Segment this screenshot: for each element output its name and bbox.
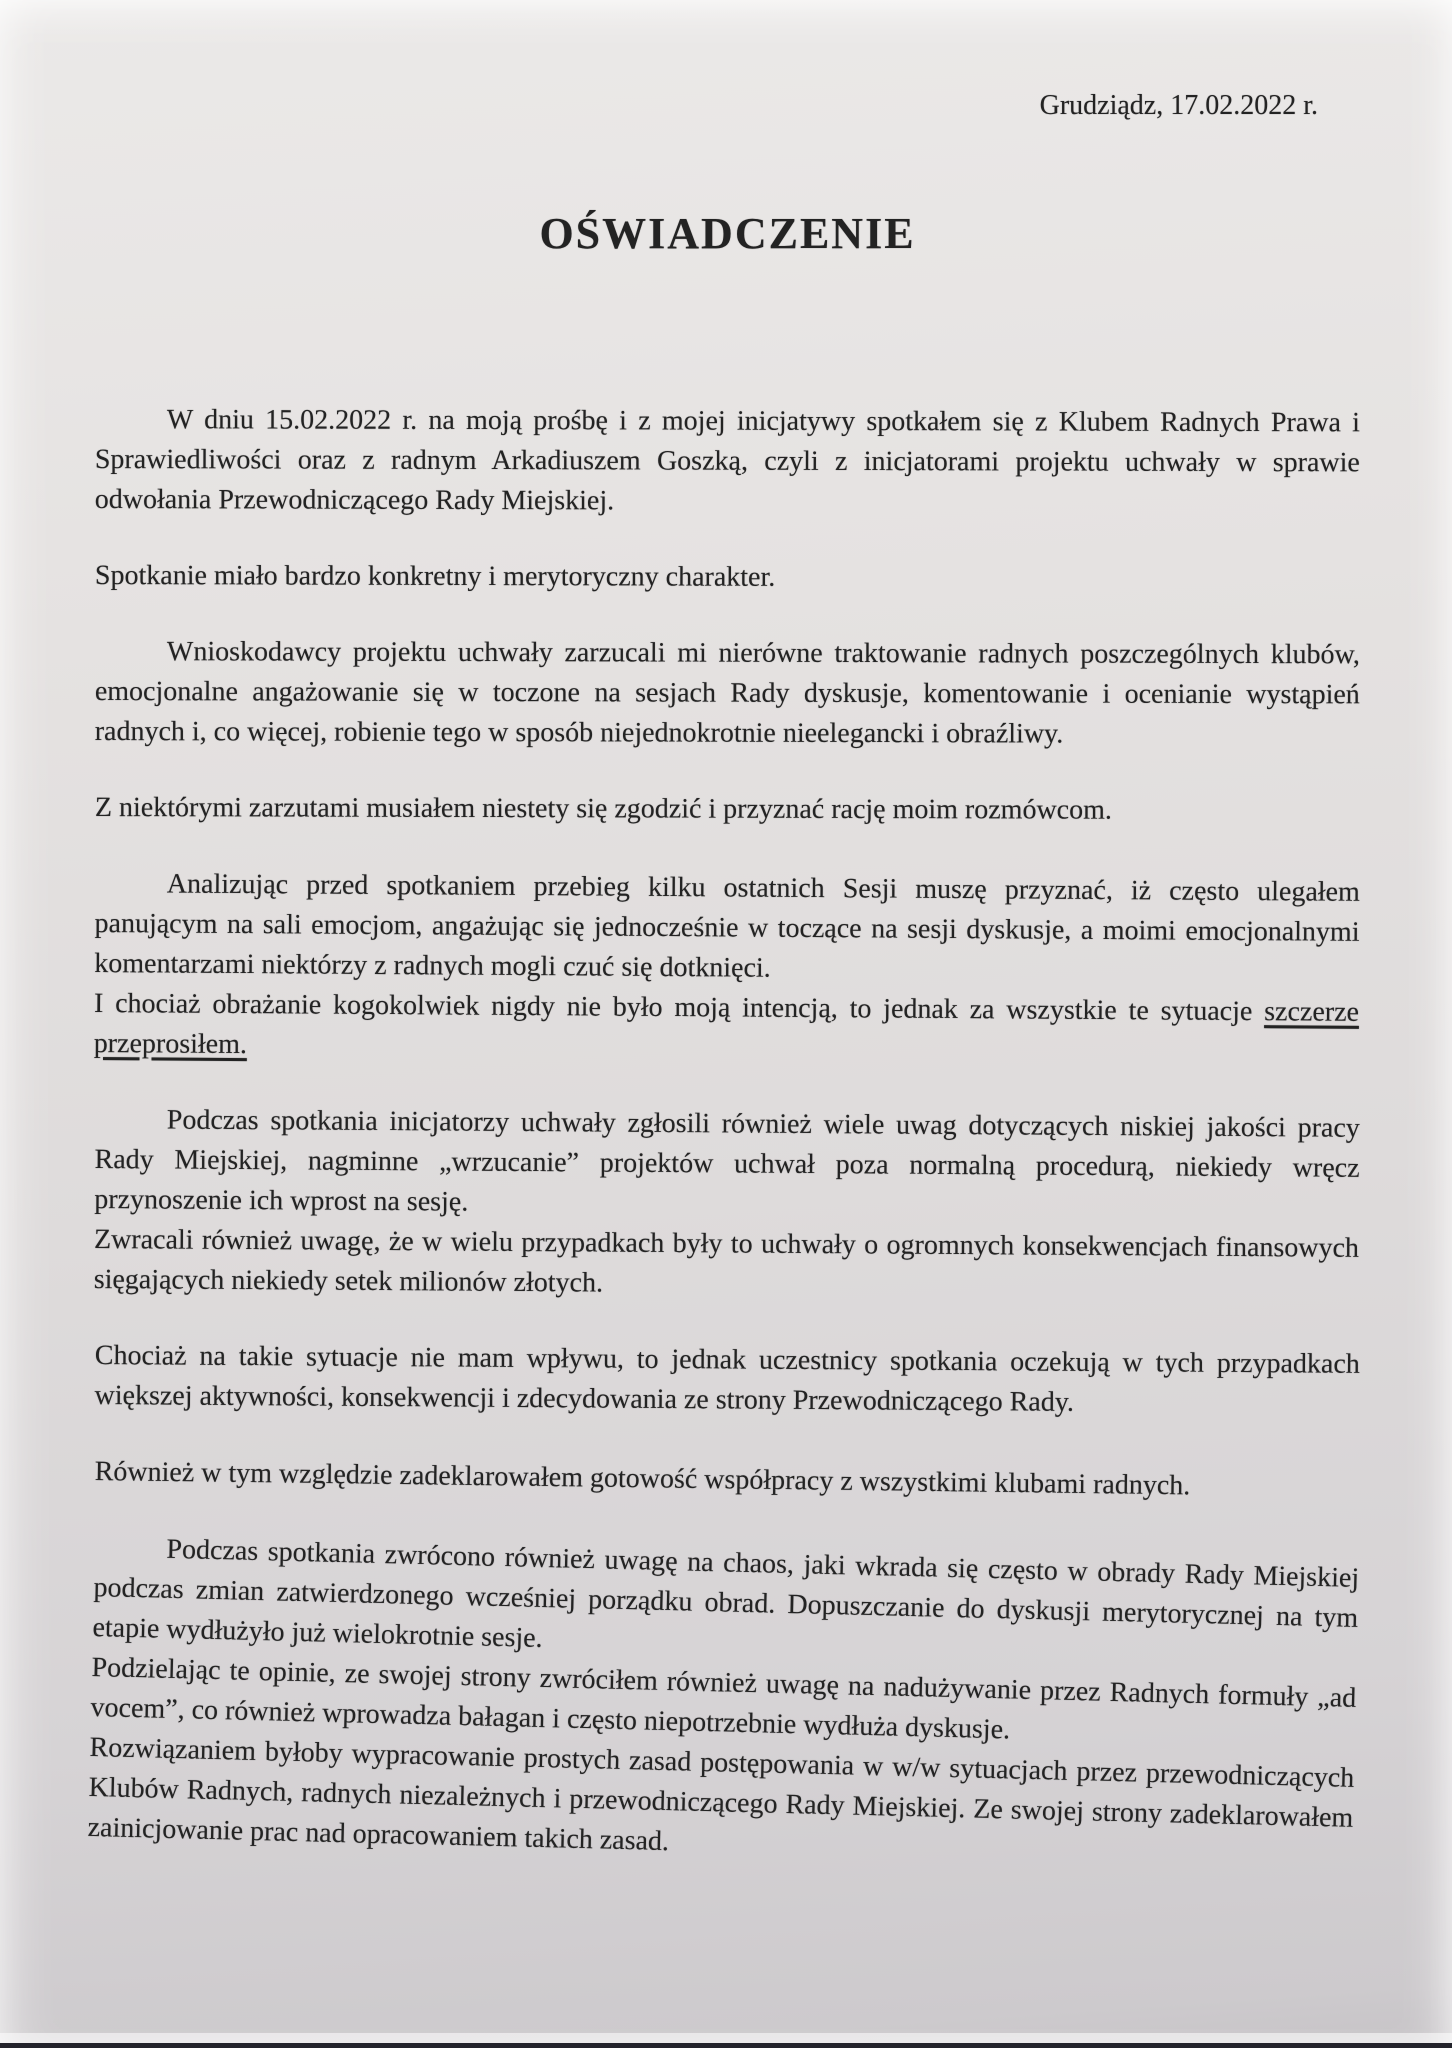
paragraph-solution: Rozwiązaniem byłoby wypracowanie prostych zasad postępowania w w/w sytuacjach przez przewodniczących Klubów Radnych, radnych niezależnych i przewodniczącego Rady Miejskiej. Ze swojej strony zadeklarowałem zainicjowanie prac nad opracowaniem takich zasad.	[87, 1731, 1355, 1858]
paragraph-session-chaos	[87, 1528, 1359, 1879]
paragraph-allegations: Wnioskodawcy projektu uchwały zarzucali mi nierówne traktowanie radnych poszczególnych klubów, emocjonalne angażowanie się w toczone na sesjach Rady dyskusje, komentowanie i ocenianie wystąpień radnych i, co więcej, robienie tego w sposób niejednokrotnie nieelegancki i obraźliwy.	[94, 636, 1360, 750]
paragraph-session-chaos-text: Podczas spotkania zwrócono również uwagę na chaos, jaki wkrada się często w obrady Rady Miejskiej podczas zmian zatwierdzonego wcześniej porządku obrad. Dopuszczanie do dyskusji merytorycznej na tym etapie wydłużyło już wielokrotnie sesje.	[92, 1533, 1360, 1654]
paragraph-analysis	[94, 864, 1360, 1073]
paragraph-admission: Z niektórymi zarzutami musiałem niestety się zgodzić i przyznać rację moim rozmówcom.	[94, 792, 1112, 826]
paragraph-expectations: Chociaż na takie sytuacje nie mam wpływu, to jednak uczestnicy spotkania oczekują w tych przypadkach większej aktywności, konsekwencji i zdecydowania ze strony Przewodniczącego Rady.	[94, 1339, 1360, 1418]
paragraph-remarks-quality-text: Podczas spotkania inicjatorzy uchwały zgłosili również wiele uwag dotyczących niskiej jakości pracy Rady Miejskiej, nagminne „wrzucanie” projektów uchwał poza normalną procedurą, niekiedy wręcz przynoszenie ich wprost na sesję.	[94, 1104, 1360, 1218]
underlined-apology: szczerze przeprosiłem.	[93, 996, 1360, 1061]
paragraph-financial-consequences: Zwracali również uwagę, że w wielu przypadkach były to uchwały o ogromnych konsekwencjach finansowych sięgających niekiedy setek milionów złotych.	[93, 1223, 1360, 1299]
document-body	[87, 400, 1360, 1858]
paragraph-ad-vocem: Podzielając te opinie, ze swojej strony zwróciłem również uwagę na nadużywanie przez Radnych formuły „ad vocem”, co również wprowadza bałagan i często niepotrzebnie wydłuża dyskusje.	[90, 1651, 1357, 1746]
paragraph-analysis-text: Analizując przed spotkaniem przebieg kilku ostatnich Sesji muszę przyznać, iż często ulegałem panującym na sali emocjom, angażując się jednocześnie w toczące na sesji dyskusje, a moimi emocjonalnymi komentarzami niektórzy z radnych mogli czuć się dotknięci.	[94, 868, 1360, 984]
paragraph-remarks-quality	[94, 1100, 1360, 1309]
photo-bottom-highlight	[0, 2033, 1452, 2043]
document-title: OŚWIADCZENIE	[539, 209, 916, 258]
dateline: Grudziądz, 17.02.2022 r.	[1039, 90, 1318, 121]
photo-bottom-edge	[0, 2043, 1452, 2048]
paragraph-apology	[94, 984, 1360, 1073]
paragraph-initiative: W dniu 15.02.2022 r. na moją prośbę i z mojej inicjatywy spotkałem się z Klubem Radnych Prawa i Sprawiedliwości oraz z radnym Arkadiuszem Goszką, czyli z inicjatorami projektu uchwały w sprawie odwołania Przewodniczącego Rady Miejskiej.	[94, 404, 1360, 517]
apology-lead-text: I chociaż obrażanie kogokolwiek nigdy nie było moją intencją, to jednak za wszystkie te sytuacje	[93, 987, 1265, 1028]
paragraph-meeting-character: Spotkanie miało bardzo konkretny i merytoryczny charakter.	[94, 560, 776, 593]
paragraph-cooperation-declaration: Również w tym względzie zadeklarowałem gotowość współpracy z wszystkimi klubami radnych.	[94, 1455, 1191, 1502]
